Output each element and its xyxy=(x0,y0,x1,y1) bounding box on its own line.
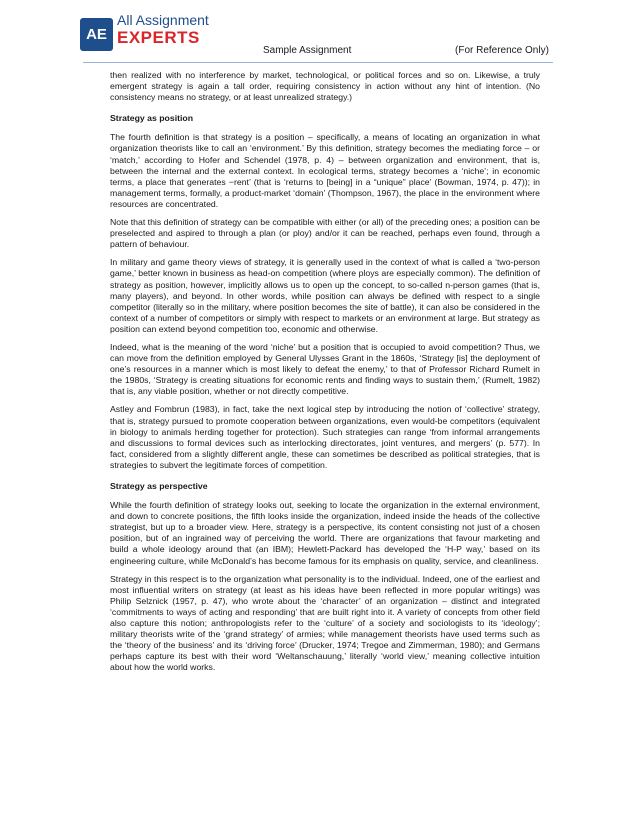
logo-text-top: All Assignment xyxy=(117,12,209,28)
paragraph: then realized with no interference by market, technological, or political forces and so on. Likewise, a truly emergent strategy is again a tall order, requiring consistency in action without any hint of intention. (No consistency means no strategy, or at least unrealized strategy.) xyxy=(110,70,540,103)
header-right-note: (For Reference Only) xyxy=(455,45,549,56)
section-heading-perspective: Strategy as perspective xyxy=(110,481,208,491)
paragraph: Strategy in this respect is to the organization what personality is to the individual. Indeed, one of the earliest and most influential writers on strategy (at least as his ideas have been reflected in more popular writings) was Philip Selznick (1957, p. 47), who wrote about the ‘character’ of an organization – distinct and integrated ‘commitments to ways of acting and responding’ that are built right into it. A variety of concepts from other field also capture this notion; anthropologists refer to the ‘culture’ of a society and sociologists to its ‘ideology’; military theorists write of the ‘grand strategy’ of armies; while management theorists have used terms such as the ‘theory of the business’ and its ‘driving force’ (Drucker, 1974; Tregoe and Zimmerman, 1980); and Germans perhaps capture its best with their word ‘Weltanschauung,’ literally ‘world view,’ meaning collective intuition about how the world works. xyxy=(110,573,540,673)
logo-text-bottom: EXPERTS xyxy=(117,28,200,47)
paragraph: The fourth definition is that strategy is a position – specifically, a means of locating an organization in what organization theorists like to call an ‘environment.’ By this definition, strategy becomes the mediating force – or ‘match,’ according to Hofer and Schendel (1978, p. 4) – between organization and environment, that is, between the internal and the external context. In ecological terms, strategy becomes a ‘niche’; in economic terms, a place that generates −rent’ (that is ‘returns to [being] in a “unique” place’ (Bowman, 1974, p. 47)); in management terms, formally, a product-market ‘domain’ (Thompson, 1967), the place in the environment where resources are concentrated. xyxy=(110,132,540,209)
paragraph: Indeed, what is the meaning of the word ‘niche’ but a position that is occupied to avoid competition? Thus, we can move from the definition employed by General Ulysses Grant in the 1860s, ‘Strategy [is] the deployment of one’s resources in a manner which is most likely to defeat the enemy,’ to that of Professor Richard Rumelt in the 1980s, ‘Strategy is creating situations for economic rents and finding ways to sustain them,’ (Rumelt, 1982) that is, any viable position, whether or not directly competitive. xyxy=(110,341,540,397)
page-header xyxy=(0,0,638,70)
document-body xyxy=(110,70,540,681)
logo-initials: AE xyxy=(80,18,113,51)
paragraph: Astley and Fombrun (1983), in fact, take the next logical step by introducing the notion of ‘collective’ strategy, that is, strategy pursued to promote cooperation between organizations, even would-be competitors (equivalent in biology to animals herding together for protection). Such strategies can range ‘from informal arrangements and discussions to formal devices such as interlocking directorates, joint ventures, and mergers’ (p. 577). In fact, considered from a slightly different angle, these can sometimes be described as political strategies, that is strategies to subvert the legitimate forces of competition. xyxy=(110,404,540,470)
paragraph: While the fourth definition of strategy looks out, seeking to locate the organization in the external environment, and down to concrete positions, the fifth looks inside the organization, indeed inside the heads of the collective strategist, but up to a broader view. Here, strategy is a perspective, its content consisting not just of a chosen position, but of an ingrained way of perceiving the world. There are organizations that favour marketing and build a whole ideology around that (an IBM); Hewlett-Packard has developed the ‘H-P way,’ based on its engineering culture, while McDonald’s has become famous for its emphasis on quality, service, and cleanliness. xyxy=(110,500,540,566)
header-divider xyxy=(83,62,553,63)
section-heading-position: Strategy as position xyxy=(110,113,194,124)
paragraph: Note that this definition of strategy can be compatible with either (or all) of the preceding ones; a position can be preselected and aspired to through a plan (or ploy) and/or it can be reached, perhaps even found, through a pattern of behaviour. xyxy=(110,217,540,250)
paragraph: In military and game theory views of strategy, it is generally used in the context of what is called a ‘two-person game,’ better known in business as head-on competition (where ploys are especially common). The definition of strategy as position, however, implicitly allows us to open up the concept, to so-called n-person games (that is, many players), and beyond. In other words, while position can always be defined with respect to a single competitor (literally so in the military, where position becomes the site of battle), it can also be considered in the context of a number of competitors or simply with respect to markets or an environment at large. But strategy as position can extend beyond competition too, economic and otherwise. xyxy=(110,257,540,334)
header-center-title: Sample Assignment xyxy=(263,45,352,56)
company-logo xyxy=(80,10,240,58)
